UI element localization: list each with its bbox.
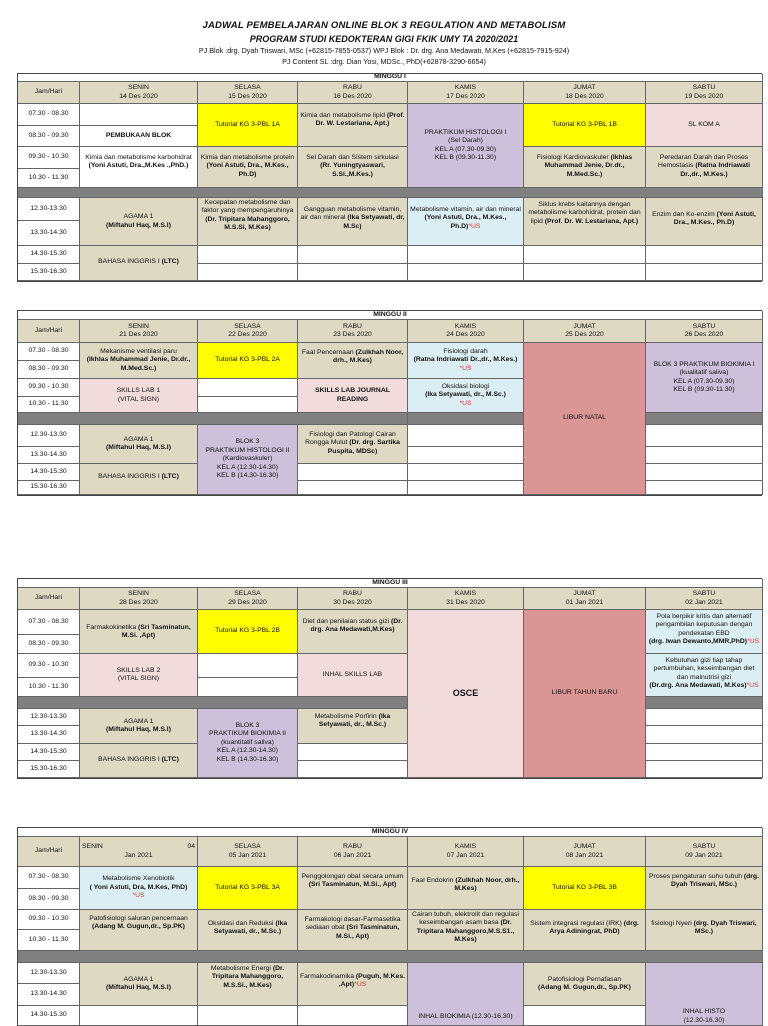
empty-cell [408, 264, 524, 281]
time-slot: 08.30 - 09.30 [18, 635, 80, 654]
empty-cell [198, 678, 298, 697]
day-header: JUMAT 08 Jan 2021 [524, 837, 646, 867]
week-title: MINGGU IV [18, 828, 763, 837]
schedule-cell: Sel Darah dan Sistem sirkulasi (Rr. Yuningtyaswari, S.Si.,M.Kes.) [298, 147, 408, 188]
page-title: JADWAL PEMBELAJARAN ONLINE BLOK 3 REGULATION AND METABOLISM [202, 20, 566, 31]
schedule-cell: SKILLS LAB 2 (VITAL SIGN) [80, 654, 198, 697]
empty-cell [298, 246, 408, 264]
schedule-cell: Enzim dan Ko-enzim (Yoni Astuti, Dra., M.Kes., Ph.D) [646, 198, 763, 246]
day-header: SELASA 15 Des 2020 [198, 82, 298, 104]
empty-cell [298, 1006, 408, 1026]
time-slot: 13.30-14.30 [18, 221, 80, 246]
empty-cell [646, 709, 763, 726]
schedule-cell: Tutorial KG 3-PBL 2A [198, 343, 298, 379]
day-header: SELASA 22 Des 2020 [198, 320, 298, 343]
empty-cell [524, 246, 646, 264]
schedule-cell: Oksidasi dan Reduksi (Ika Setyawati, dr., M.Sc.) [198, 910, 298, 951]
schedule-cell: AGAMA 1 (Miftahul Haq, M.S.I) [80, 963, 198, 1006]
schedule-cell: Cairan tubuh, elektrolit dan regulasi keseimbangan asam basa (Dr. Tripitara Mahanggoro,M.S.S1., M.Kes) [408, 910, 524, 951]
day-header: JUMAT 18 Des 2020 [524, 82, 646, 104]
schedule-cell: Pola berpikir kritis dan alternatif pengambilan keputusan dengan pendekatan EBD (drg. Iwan Dewanto,MMR,PhD)*US [646, 610, 763, 654]
empty-cell [646, 761, 763, 778]
empty-cell [646, 744, 763, 761]
break-separator [18, 951, 763, 963]
break-separator [18, 413, 408, 425]
schedule-cell: Farmakokinetika (Sri Tasminatun, M.Si. ,Apt) [80, 610, 198, 654]
day-header: RABU 06 Jan 2021 [298, 837, 408, 867]
time-slot: 09.30 - 10.30 [18, 654, 80, 678]
day-header: SENIN 04 Jan 2021 [80, 837, 198, 867]
time-slot: 09.30 - 10.30 [18, 910, 80, 930]
schedule-cell: Faal Pencernaan (Zulkhah Noor, drh., M.Kes) [298, 343, 408, 379]
empty-cell [198, 397, 298, 413]
schedule-cell: INHAL BIOKIMIA (12.30-16.30) [408, 963, 524, 1026]
time-slot: 07.30 - 08.30 [18, 343, 80, 361]
time-slot: 15.30-16.30 [18, 264, 80, 281]
week-title: MINGGU I [18, 74, 763, 82]
schedule-cell: BAHASA INGGRIS I (LTC) [80, 246, 198, 281]
empty-cell [198, 1006, 298, 1026]
schedule-cell: BLOK 3 PRAKTIKUM HISTOLOGI II (Kardiovaskuler) KEL A (12.30-14.30) KEL B (14.30-16.30) [198, 425, 298, 495]
schedule-cell: BAHASA INGGRIS I (LTC) [80, 464, 198, 495]
empty-cell [198, 246, 298, 264]
week-2-table [17, 310, 762, 496]
schedule-cell: Patofisiologi saluran pencernaan (Adang M. Gugun,dr., Sp.PK) [80, 910, 198, 951]
week-title: MINGGU III [18, 579, 763, 588]
day-header: KAMIS 31 Des 2020 [408, 588, 524, 610]
empty-cell [198, 264, 298, 281]
empty-cell [646, 726, 763, 744]
time-slot: 12.30-13.30 [18, 963, 80, 984]
time-slot: 14.30-15.30 [18, 744, 80, 761]
time-slot: 08.30 - 09.30 [18, 889, 80, 910]
day-header: SENIN 14 Des 2020 [80, 82, 198, 104]
time-slot: 12.30-13.30 [18, 425, 80, 447]
schedule-cell: Fisiologi dan Patologi Cairan Rongga Mulut (Dr. drg. Sartika Puspita, MDSc) [298, 425, 408, 464]
empty-cell [298, 481, 408, 495]
time-slot: 10.30 - 11.30 [18, 169, 80, 188]
schedule-cell: Metabolisme Porfirin (Ika Setyawati, dr., M.Sc.) [298, 709, 408, 744]
schedule-cell: Kimia dan metabolisme protein (Yoni Astuti, Dra., M.Kes., Ph.D) [198, 147, 298, 188]
schedule-cell: Faal Endokrin (Zulkhah Noor, drh., M.Kes) [408, 867, 524, 910]
empty-cell [80, 1006, 198, 1026]
week-4-table [17, 827, 762, 1026]
schedule-cell: AGAMA 1 (Miftahul Haq, M.S.I) [80, 198, 198, 246]
break-separator [408, 413, 524, 425]
schedule-cell: Farmakologi dasar-Farmasetika sediaan obat (Sri Tasminatun, M.Si., Apt) [298, 910, 408, 951]
schedule-cell: Kimia dan metabolisme karbohidrat (Yoni Astuti, Dra.,M.Kes .,PhD.) [80, 147, 198, 188]
schedule-cell: PEMBUKAAN BLOK [80, 126, 198, 147]
empty-cell [646, 447, 763, 464]
time-slot: 13.30-14.30 [18, 447, 80, 464]
empty-cell [646, 481, 763, 495]
time-slot: 08.30 - 09.30 [18, 361, 80, 379]
schedule-cell: Kebutuhan gizi tiap tahap pertumbuhan, keseimbangan diet dan malnutrisi gizi (Dr.drg. Ana Medawati, M.Kes)*US [646, 654, 763, 697]
empty-cell [524, 1006, 646, 1026]
schedule-cell: Tutorial KG 3-PBL 1A [198, 104, 298, 147]
schedule-cell: Patofisiologi Pernafasan (Adang M. Gugun,dr., Sp.PK) [524, 963, 646, 1006]
page-header [0, 0, 768, 66]
schedule-cell: BLOK 3 PRAKTIKUM BIOKIMIA II (kuantitatif saliva) KEL A (12.30-14.30) KEL B (14.30-16.30) [198, 709, 298, 778]
schedule-cell: Peredaran Darah dan Proses Hemostasis (Ratna Indriawati Dr.,dr., M.Kes.) [646, 147, 763, 188]
page-subtitle: PROGRAM STUDI KEDOKTERAN GIGI FKIK UMY TA 2020/2021 [249, 34, 519, 44]
time-slot: 13.30-14.30 [18, 984, 80, 1006]
time-slot: 12.30-13.30 [18, 709, 80, 726]
day-header: KAMIS 07 Jan 2021 [408, 837, 524, 867]
day-header: JUMAT 01 Jan 2021 [524, 588, 646, 610]
time-slot: 09.30 - 10.30 [18, 379, 80, 397]
schedule-cell: Mekanisme ventilasi paru (Ikhlas Muhammad Jenie, Dr.dr., M.Med.Sc.) [80, 343, 198, 379]
time-slot: 13.30-14.30 [18, 726, 80, 744]
time-slot: 07.30 - 08.30 [18, 867, 80, 889]
empty-cell [646, 264, 763, 281]
schedule-cell: Gangguan metabolisme vitamin, air dan mineral (Ika Setyawati, dr, M.Sc) [298, 198, 408, 246]
empty-cell [198, 379, 298, 397]
break-separator [646, 413, 763, 425]
day-header: KAMIS 17 Des 2020 [408, 82, 524, 104]
schedule-cell: AGAMA 1 (Miftahul Haq, M.S.I) [80, 709, 198, 744]
empty-cell [646, 464, 763, 481]
schedule-cell: INHAL SKILLS LAB [298, 654, 408, 697]
schedule-cell: fisiologi Nyeri (drg. Dyah Triswari, MSc.) [646, 910, 763, 951]
day-header: SELASA 29 Des 2020 [198, 588, 298, 610]
day-header: SABTU 26 Des 2020 [646, 320, 763, 343]
schedule-cell: INHAL HISTO (12.30-16.30) [646, 963, 763, 1026]
empty-cell [80, 104, 198, 126]
day-header: SABTU 19 Des 2020 [646, 82, 763, 104]
empty-cell [408, 481, 524, 495]
content-line: PJ Content SL :drg. Dian Yosi, MDSc., PhD(+62878-3290-6654) [282, 57, 486, 66]
day-header: RABU 16 Des 2020 [298, 82, 408, 104]
break-separator [18, 697, 408, 709]
week-3-table [17, 578, 762, 779]
empty-cell [646, 246, 763, 264]
empty-cell [646, 425, 763, 447]
schedule-cell: Fisiologi darah (Ratna Indriawati Dr.,dr., M.Kes.) *US [408, 343, 524, 379]
schedule-cell: Sistem integrasi regulasi (IRK) (drg. Arya Adiningrat, PhD) [524, 910, 646, 951]
schedule-cell: Tutorial KG 3-PBL 1B [524, 104, 646, 147]
schedule-cell: Oksidasi biologi (Ika Setyawati, dr., M.Sc.) *US [408, 379, 524, 413]
day-header: KAMIS 24 Des 2020 [408, 320, 524, 343]
empty-cell [524, 264, 646, 281]
holiday-cell: LIBUR TAHUN BARU [524, 610, 646, 778]
time-slot: 15.30-16.30 [18, 761, 80, 778]
empty-cell [298, 464, 408, 481]
schedule-cell: BAHASA INGGRIS I (LTC) [80, 744, 198, 778]
time-slot: 08.30 - 09.30 [18, 126, 80, 147]
time-slot: 14.30-15.30 [18, 246, 80, 264]
schedule-cell: SL KOM A [646, 104, 763, 147]
jam-hari-header: Jam/Hari [18, 588, 80, 610]
day-header: SABTU 09 Jan 2021 [646, 837, 763, 867]
empty-cell [408, 246, 524, 264]
break-separator [18, 188, 763, 198]
time-slot: 10.30 - 11.30 [18, 930, 80, 951]
empty-cell [298, 761, 408, 778]
week-1-table [17, 73, 762, 282]
time-slot: 07.30 - 08.30 [18, 610, 80, 635]
time-slot: 10.30 - 11.30 [18, 397, 80, 413]
day-header: SABTU 02 Jan 2021 [646, 588, 763, 610]
schedule-cell: Metabolisme Energi (Dr. Tripitara Mahanggoro, M.S.Si., M.Kes) [198, 963, 298, 1006]
jam-hari-header: Jam/Hari [18, 82, 80, 104]
schedule-cell: Metabolisme Xenobiotik ( Yoni Astuti, Dra, M.Kes, PhD) *US [80, 867, 198, 910]
schedule-cell: BLOK 3 PRAKTIKUM BIOKIMIA I (kualitatif saliva) KEL A (07.30-09.30) KEL B (09.30-11.30) [646, 343, 763, 413]
jam-hari-header: Jam/Hari [18, 320, 80, 343]
time-slot: 14.30-15.30 [18, 464, 80, 481]
schedule-cell: Siklus krebs kaitannya dengan metabolisme karbohidrat, protein dan lipid (Prof. Dr. W. Lestariana, Apt.) [524, 198, 646, 246]
schedule-cell: Diet dan penilaian status gizi (Dr. drg. Ana Medawati,M.Kes) [298, 610, 408, 654]
empty-cell [198, 654, 298, 678]
day-header: RABU 30 Des 2020 [298, 588, 408, 610]
schedule-cell: SKILLS LAB JOURNAL READING [298, 379, 408, 413]
week-title: MINGGU II [18, 311, 763, 320]
schedule-cell: Fisiologi Kardiovaskuler (Ikhlas Muhammad Jenie, Dr.dr., M.Med.Sc.) [524, 147, 646, 188]
time-slot: 14.30-15.30 [18, 1006, 80, 1026]
empty-cell [408, 447, 524, 464]
break-separator [646, 697, 763, 709]
time-slot: 15.30-16.30 [18, 481, 80, 495]
empty-cell [408, 425, 524, 447]
day-header: SENIN 21 Des 2020 [80, 320, 198, 343]
day-header: RABU 23 Des 2020 [298, 320, 408, 343]
osce-cell: OSCE [408, 610, 524, 778]
time-slot: 07.30 - 08.30 [18, 104, 80, 126]
schedule-cell: Kimia dan metabolisme lipid (Prof. Dr. W. Lestariana, Apt.) [298, 104, 408, 147]
time-slot: 09.30 - 10.30 [18, 147, 80, 169]
schedule-cell: AGAMA 1 (Miftahul Haq, M.S.I) [80, 425, 198, 464]
schedule-cell: SKILLS LAB 1 (VITAL SIGN) [80, 379, 198, 413]
schedule-cell: Kecepatan metabolisme dan faktor yang mempengaruhinya (Dr. Tripitara Mahanggoro, M.S.Si, M.Kes) [198, 198, 298, 246]
day-header: SELASA 05 Jan 2021 [198, 837, 298, 867]
schedule-cell: Farmakodinamika (Puguh, M.Kes. ,Apt)*US [298, 963, 408, 1006]
schedule-cell: Penggolongan obat secara umum (Sri Tasminatun, M.Si., Apt) [298, 867, 408, 910]
holiday-cell: LIBUR NATAL [524, 343, 646, 495]
schedule-cell: Proses pengaturan suhu tubuh (drg. Dyah Triswari, MSc.) [646, 867, 763, 910]
empty-cell [408, 464, 524, 481]
empty-cell [298, 264, 408, 281]
time-slot: 12.30-13.30 [18, 198, 80, 221]
schedule-cell: Tutorial KG 3-PBL 2B [198, 610, 298, 654]
pj-line: PJ Blok :drg. Dyah Triswari, MSc (+62815-7855-0537) WPJ Blok : Dr. drg. Ana Medawati, M.Kes (+62815-7915-924) [198, 46, 570, 55]
jam-hari-header: Jam/Hari [18, 837, 80, 867]
day-header: JUMAT 25 Des 2020 [524, 320, 646, 343]
schedule-cell: Tutorial KG 3-PBL 3B [524, 867, 646, 910]
empty-cell [298, 744, 408, 761]
time-slot: 10.30 - 11.30 [18, 678, 80, 697]
day-header: SENIN 28 Des 2020 [80, 588, 198, 610]
schedule-cell: Tutorial KG 3-PBL 3A [198, 867, 298, 910]
schedule-cell: PRAKTIKUM HISTOLOGI I (Sel Darah) KEL A (07.30-09.30) KEL B (09.30-11.30) [408, 104, 524, 188]
schedule-cell: Metabolisme vitamin, air dan mineral (Yoni Astuti, Dra., M.Kes., Ph.D)*US [408, 198, 524, 246]
